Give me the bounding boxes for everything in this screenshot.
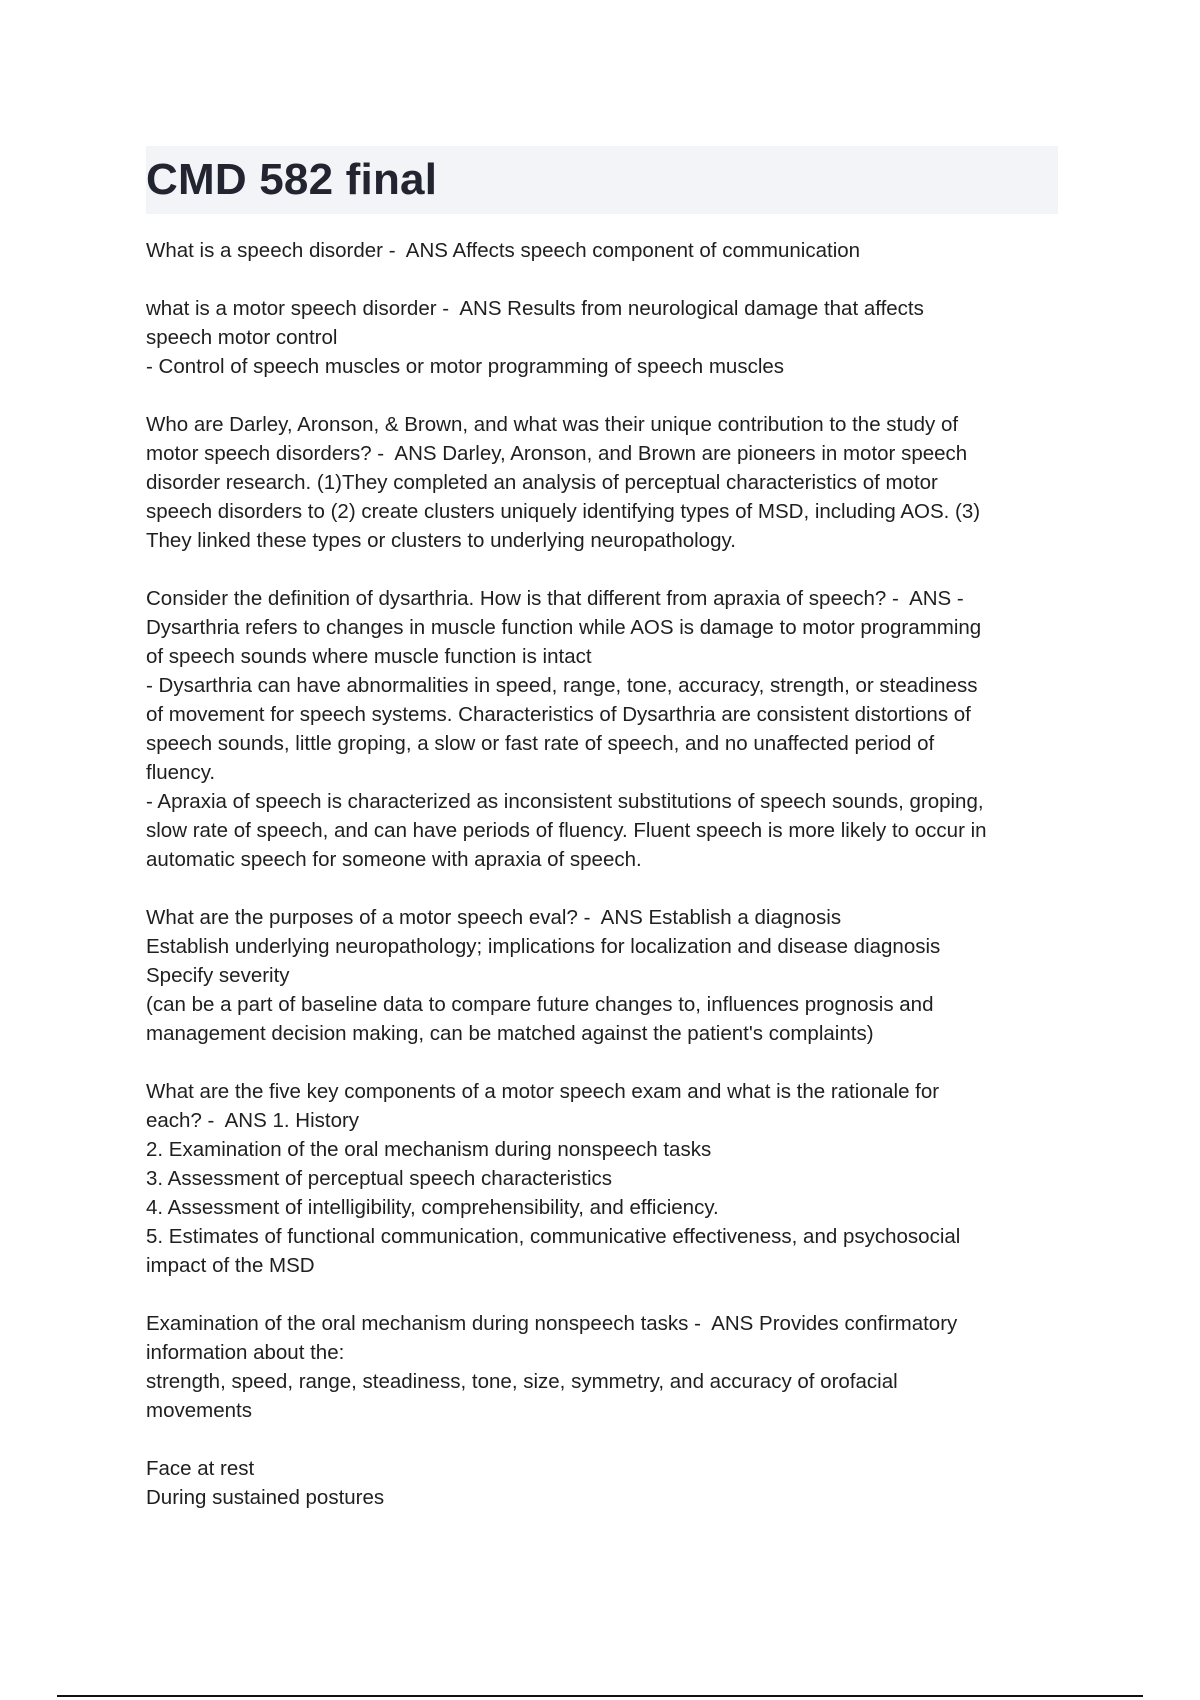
text-line: Dysarthria refers to changes in muscle function while AOS is damage to motor programming xyxy=(146,616,982,639)
text-line: automatic speech for someone with apraxia of speech. xyxy=(146,848,642,871)
qa-entry xyxy=(146,410,1058,555)
text-line: They linked these types or clusters to underlying neuropathology. xyxy=(146,529,736,552)
text-line: During sustained postures xyxy=(146,1486,385,1509)
text-line: of speech sounds where muscle function is intact xyxy=(146,645,592,668)
text-line: fluency. xyxy=(146,761,216,784)
document-title: CMD 582 final xyxy=(146,155,438,204)
text-line: motor speech disorders? - ANS Darley, Aronson, and Brown are pioneers in motor speech xyxy=(146,442,968,465)
text-line: Establish underlying neuropathology; implications for localization and disease diagnosis xyxy=(146,935,941,958)
text-line: speech disorders to (2) create clusters uniquely identifying types of MSD, including AOS. (3) xyxy=(146,500,981,523)
text-line: (can be a part of baseline data to compare future changes to, influences prognosis and xyxy=(146,993,934,1016)
qa-entry xyxy=(146,294,1058,381)
qa-entry xyxy=(146,1309,1058,1425)
qa-entry xyxy=(146,584,1058,874)
text-line: - Control of speech muscles or motor programming of speech muscles xyxy=(146,355,785,378)
text-line: speech sounds, little groping, a slow or fast rate of speech, and no unaffected period of xyxy=(146,732,935,755)
qa-entry xyxy=(146,1454,1058,1512)
text-line: Face at rest xyxy=(146,1457,255,1480)
text-line: what is a motor speech disorder - ANS Results from neurological damage that affects xyxy=(146,297,924,320)
text-line: 4. Assessment of intelligibility, comprehensibility, and efficiency. xyxy=(146,1196,719,1219)
text-line: What is a speech disorder - ANS Affects speech component of communication xyxy=(146,239,861,262)
qa-entry xyxy=(146,903,1058,1048)
qa-entries xyxy=(146,236,1058,1512)
text-line: Who are Darley, Aronson, & Brown, and what was their unique contribution to the study of xyxy=(146,413,959,436)
qa-entry xyxy=(146,236,1058,265)
text-line: Examination of the oral mechanism during nonspeech tasks - ANS Provides confirmatory xyxy=(146,1312,958,1335)
text-line: movements xyxy=(146,1399,252,1422)
text-line: impact of the MSD xyxy=(146,1254,315,1277)
text-line: 3. Assessment of perceptual speech characteristics xyxy=(146,1167,613,1190)
page-footer-rule xyxy=(57,1695,1143,1697)
text-line: - Apraxia of speech is characterized as inconsistent substitutions of speech sounds, groping, xyxy=(146,790,984,813)
text-line: speech motor control xyxy=(146,326,338,349)
text-line: What are the five key components of a motor speech exam and what is the rationale for xyxy=(146,1080,940,1103)
text-line: of movement for speech systems. Characteristics of Dysarthria are consistent distortions of xyxy=(146,703,971,726)
text-line: What are the purposes of a motor speech eval? - ANS Establish a diagnosis xyxy=(146,906,842,929)
text-line: Specify severity xyxy=(146,964,290,987)
text-line: slow rate of speech, and can have periods of fluency. Fluent speech is more likely to occur in xyxy=(146,819,987,842)
text-line: management decision making, can be matched against the patient's complaints) xyxy=(146,1022,874,1045)
text-line: 5. Estimates of functional communication, communicative effectiveness, and psychosocial xyxy=(146,1225,961,1248)
text-line: strength, speed, range, steadiness, tone, size, symmetry, and accuracy of orofacial xyxy=(146,1370,898,1393)
text-line: 2. Examination of the oral mechanism during nonspeech tasks xyxy=(146,1138,712,1161)
text-line: information about the: xyxy=(146,1341,345,1364)
text-line: disorder research. (1)They completed an analysis of perceptual characteristics of motor xyxy=(146,471,938,494)
title-banner xyxy=(146,146,1058,214)
text-line: Consider the definition of dysarthria. How is that different from apraxia of speech? - ANS - xyxy=(146,587,964,610)
text-line: each? - ANS 1. History xyxy=(146,1109,360,1132)
qa-entry xyxy=(146,1077,1058,1280)
document-page xyxy=(146,146,1058,1541)
text-line: - Dysarthria can have abnormalities in speed, range, tone, accuracy, strength, or steadiness xyxy=(146,674,978,697)
